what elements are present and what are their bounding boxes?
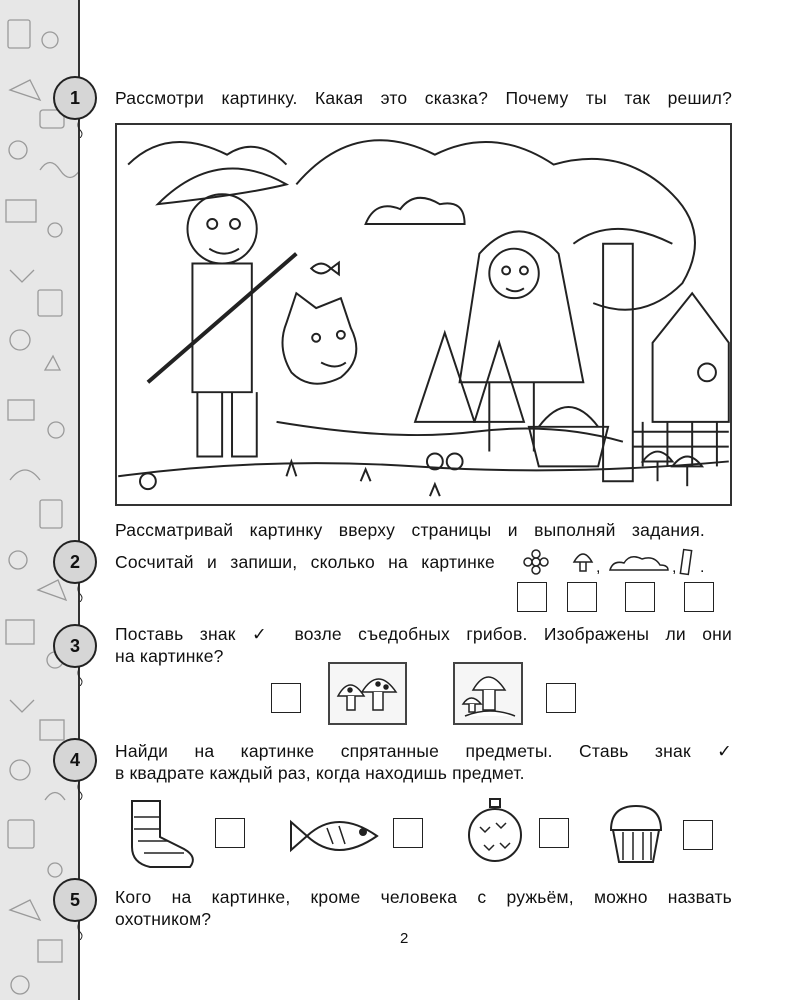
svg-text:,: , xyxy=(672,559,677,576)
answer-box-boards[interactable] xyxy=(684,582,714,612)
checkbox-sock[interactable] xyxy=(215,818,245,848)
mushroom-picture-2 xyxy=(453,662,523,725)
task-4-text-line1: Найди на картинке спрятанные предметы. Ставь знак ✓ xyxy=(115,741,732,761)
ornament-icon xyxy=(466,797,526,867)
cupcake-icon xyxy=(605,800,667,866)
board-icon xyxy=(680,550,691,575)
task-1-balloon: 1 xyxy=(53,76,97,120)
task-5-balloon: 5 xyxy=(53,878,97,922)
page-number: 2 xyxy=(400,930,409,947)
balloon-string xyxy=(73,118,87,138)
balloon-string xyxy=(73,920,87,940)
fairy-tale-illustration xyxy=(115,123,732,506)
instruction-text: Рассматривай картинку вверху страницы и выполняй задания. xyxy=(115,520,705,540)
answer-box-flowers[interactable] xyxy=(517,582,547,612)
svg-text:.: . xyxy=(700,559,705,576)
task-2-text: Сосчитай и запиши, сколько на картинке xyxy=(115,552,495,572)
balloon-string xyxy=(73,666,87,686)
task-4-text-line2: в квадрате каждый раз, когда находишь предмет. xyxy=(115,763,525,783)
flower-icon xyxy=(524,550,548,574)
balloon-string xyxy=(73,582,87,602)
mushroom-icon xyxy=(455,664,521,723)
task-3-balloon: 3 xyxy=(53,624,97,668)
checkbox-cupcake[interactable] xyxy=(683,820,713,850)
checkbox-ornament[interactable] xyxy=(539,818,569,848)
checkbox-fish[interactable] xyxy=(393,818,423,848)
cloud-icon xyxy=(610,557,668,570)
checkbox-mushrooms-1[interactable] xyxy=(271,683,301,713)
task-1-text: Рассмотри картинку. Какая это сказка? Почему ты так решил? xyxy=(115,88,732,108)
task-2-balloon: 2 xyxy=(53,540,97,584)
svg-text:,: , xyxy=(596,559,601,576)
mushroom-icon xyxy=(330,664,405,723)
checkbox-mushrooms-2[interactable] xyxy=(546,683,576,713)
doodle-pattern xyxy=(0,0,80,1000)
task-4-balloon: 4 xyxy=(53,738,97,782)
task-5-text-line2: охотником? xyxy=(115,909,212,929)
sidebar-border xyxy=(78,0,80,1000)
task-3-text-line2: на картинке? xyxy=(115,646,224,666)
task-3-text-line1: Поставь знак ✓ возле съедобных грибов. Изображены ли они xyxy=(115,624,732,644)
mushroom-icon xyxy=(574,554,592,571)
task-5-text-line1: Кого на картинке, кроме человека с ружьём, можно назвать xyxy=(115,887,732,907)
answer-box-mushrooms[interactable] xyxy=(567,582,597,612)
count-items-row xyxy=(522,548,722,578)
fish-icon xyxy=(287,810,382,862)
balloon-string xyxy=(73,780,87,800)
mushroom-picture-1 xyxy=(328,662,407,725)
sock-icon xyxy=(124,797,209,869)
decorative-sidebar xyxy=(0,0,80,1000)
answer-box-clouds[interactable] xyxy=(625,582,655,612)
